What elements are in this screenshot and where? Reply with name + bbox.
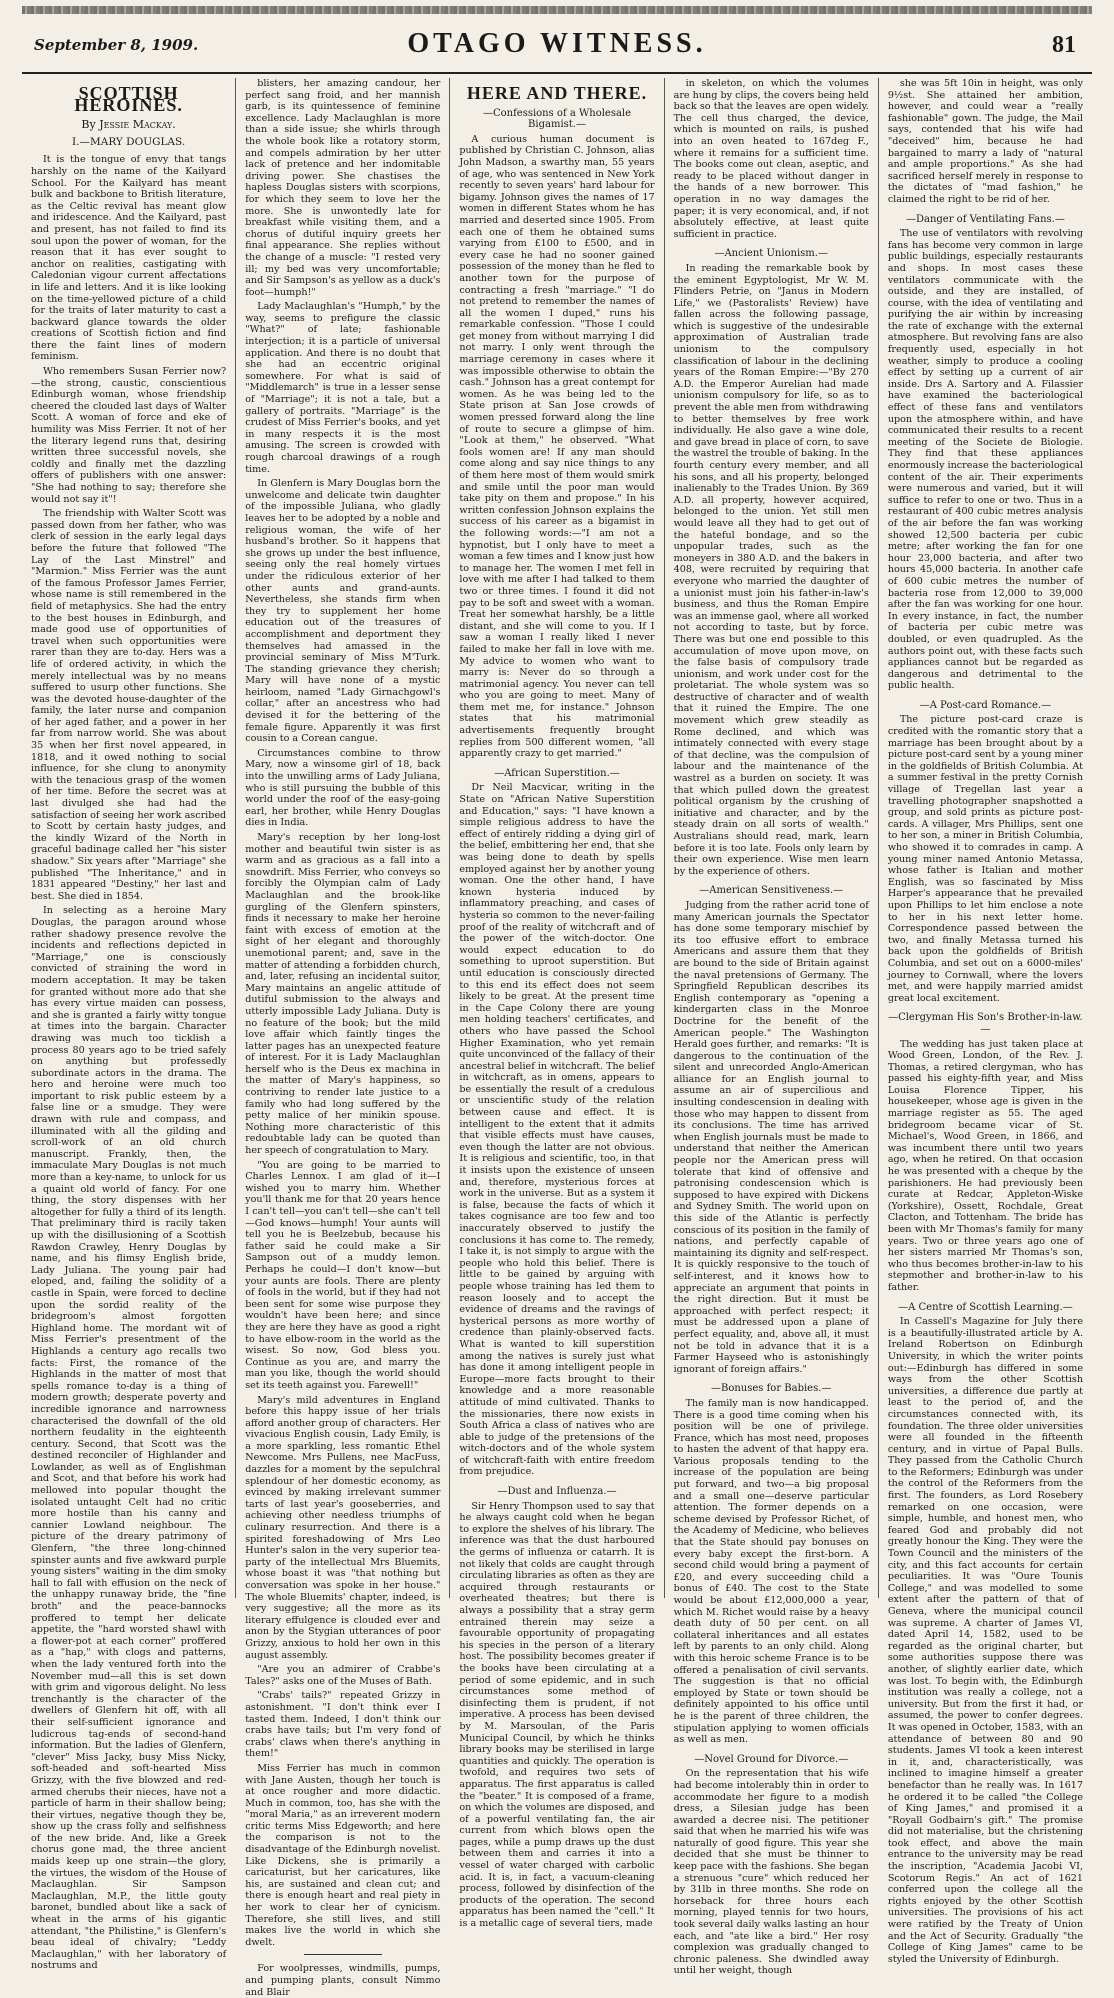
paragraph: "You are going to be married to Charles Lennox. I am glad of it—I wished you to marry him. Whether you'll thank me for that 20 years hence I can't tell—you can't tell—she can't tell—God knows—humph! Your aunts will tell you he is Beelzebub, because his father said he could make a Sir Sampson out of a muddy lemon. Perhaps he could—I don't know—but your aunts are fools. There are plenty of fools in the world, but if they had not been sent for some wise purpose they wouldn't have been here; and since they are here they have as good a right to have elbow-room in the world as the wisest. So now, God bless you. Continue as you are, and marry the man you like, though the world should set its teeth against you. Farewell!" — [245, 1159, 441, 1391]
paragraph: In Glenfern is Mary Douglas born the unwelcome and delicate twin daughter of the impossible Juliana, who gladly leaves her to be adopted by a noble and religious woman, the wife of her husband's brother. So it happens that she grows up under the best influence, seeing only the real homely virtues under the ridiculous exterior of her other aunts and grand-aunts. Nevertheless, she stands firm when they try to supplement her home education out of the treasures of accomplishment and deportment they themselves had amassed in the provincial seminary of Miss M'Turk. The standing grievance they cherish; Mary will have none of a mystic heirloom, named "Lady Girnachgowl's collar," after an ancestress who had devised it for the bettering of the female figure. Apparently it was first cousin to a Corean cangue. — [245, 478, 441, 745]
news-item-heading: — Ancient Unionism. — — [674, 248, 869, 260]
news-item — [888, 1012, 1083, 1293]
news-item — [674, 1754, 869, 1977]
news-item-heading: — A Post-card Romance. — — [888, 700, 1083, 712]
news-item — [674, 885, 869, 1375]
newspaper-title: OTAGO WITNESS. — [407, 28, 707, 59]
advert-line: For woolpresses, windmills, pumps, and pumping plants, consult Nimmo and Blair — [245, 1963, 441, 1998]
continued-paragraph: in skeleton, on which the volumes are hung by clips, the covers being held back so that the leaves are open widely. The cell thus charged, the device, which is mounted on rails, is pushed into an oven heated to 167deg F., where it remains for a sufficient time. The books come out clean, aseptic, and ready to be placed without danger in the hands of a new borrower. This operation in no way damages the paper; it is very economical, and, if not absolutely effective, at least quite sufficient in practice. — [673, 78, 869, 240]
paragraph: On the representation that his wife had become intolerably thin in order to accommodate her figure to a modish dress, a Silesian judge has been awarded a decree nisi. The petitioner said that when he married his wife was naturally of good figure. This year she decided that she must be thinner to keep pace with the fashions. She began a strenuous "cure" which reduced her by 31lb in three months. She rode on horseback for three hours each morning, played tennis for two hours, took several daily walks lasting an hour each, and "ate like a bird." Her rosy complexion was gradually changed to chronic paleness. She dwindled away until her weight, though — [673, 1768, 869, 1977]
article-title-here-and-there: HERE AND THERE. — [466, 83, 648, 103]
issue-date: September 8, 1909. — [34, 36, 199, 54]
news-item-heading: — Dust and Influenza. — — [459, 1486, 654, 1498]
paragraph: Mary's reception by her long-lost mother and beautiful twin sister is as warm and as gracious as a fall into a snowdrift. Miss Ferrier, who conveys so forcibly the Olympian calm of Lady Maclaughlan and the brook-like gurgling of the Glenfern spinsters, finds it necessary to make her heroine faint with excess of emotion at the sight of her elegant and thoroughly unemotional parent; and, save in the matter of attending a forbidden church, and, later, refusing an incidental suitor, Mary maintains an angelic attitude of dutiful submission to the always and utterly impossible Lady Juliana. Duty is no feature of the book; but the mild love affair which faintly tinges the latter pages has an unexpected feature of interest. For it is Lady Maclaughlan herself who is the Deus ex machina in the matter of Mary's happiness, so contriving to render late justice to a family who had long suffered by the petty malice of her minikin spouse. Nothing more characteristic of this redoubtable lady can be quoted than her speech of congratulation to Mary. — [245, 832, 441, 1157]
continued-paragraph: she was 5ft 10in in height, was only 9½st. She attained her ambition, however, and could wear a "really fashionable" gown. The judge, the Mail says, contended that his wife had "deceived" him, because he had bargained to marry a lady of "natural and ample proportions." As she had sacrificed herself merely in response to the dictates of "mad fashion," he claimed the right to be rid of her. — [887, 78, 1084, 205]
news-item — [888, 700, 1083, 1004]
paragraph: In selecting as a heroine Mary Douglas, the paragon around whose rather shadowy presence revolve the incidents and reflections depicted in "Marriage," one is consciously convicted of straining the word in modern acceptation. It may be taken for granted without more ado that she has every virtue maiden can possess, and she is granted a fairly witty tongue at times into the bargain. Character drawing was much too ticklish a process 80 years ago to be tried safely on anything but professedly subordinate actors in the drama. The hero and heroine were much too important to risk public esteem by a false line or a smudge. They were drawn with rule and compass, and illuminated with all the gilding and scroll-work of an old church manuscript. Frankly, then, the immaculate Mary Douglas is not much more than a key-name, to unlock for us a quaint old world of fancy. For one thing, the story dispenses with her altogether for fully a third of its length. That preliminary third is racily taken up with the disillusioning of a Scottish Rawdon Crawley, Henry Douglas by name, and his flimsy English bride, Lady Juliana. The young pair had eloped, and, failing the solidity of a castle in Spain, were forced to decline upon the sordid reality of the bridegroom's almost forgotten Highland home. The mordant wit of Miss Ferrier's presentment of the Highlands a century ago recalls two facts: First, the romance of the Highlands in the matter of most that spells romance to-day is a thing of modern growth; desperate poverty and incredible ignorance and narrowness characterised the downfall of the old northern feudality in the eighteenth century. Second, that Scott was the destined reconciler of Highlander and Lowlander, as well as of Englishman and Scot, and that before his work had mellowed into popular thought the isolated untaught Celt had no critic more hostile than his canny and cannier Lowland neighbour. The picture of the dreary patrimony of Glenfern, "the three long-chinned spinster aunts and five awkward purple young sisters" waiting in the dim smoky hall to fall with effusion on the neck of the unhappy runaway bride, the "fine broth" and the peace-bannocks proffered to tempt her delicate appetite, the "hard worsted shawl with a flower-pot at each corner" proffered as a "hap," with clogs and patterns, when the lady ventured forth into the November mud—all this is set down with grim and vigorous delight. No less trenchantly is the character of the dwellers of Glenfern hit off, with all their self-sufficient ignorance and ludicrous tag-ends of second-hand information. But the ladies of Glenfern, "clever" Miss Jacky, busy Miss Nicky, soft-headed and soft-hearted Miss Grizzy, with the five blowzed and red-armed cherubs their nieces, have not a particle of harm in their shallow being; their virtues, negative though they be, show up the crass folly and selfishness of the new bride. And, like a Greek chorus gone mad, the three ancient maids keep up one strain—the glory, the virtues, the wisdom of the House of Maclaughlan. Sir Sampson Maclaughlan, M.P., the little gouty baronet, bundled about like a sack of wheat in the arms of his gigantic attendant, "the Philistine," is Glenfern's beau ideal of chivalry; "Leddy Maclaughlan," with her laboratory of nostrums and — [31, 905, 227, 1972]
paragraph: In Cassell's Magazine for July there is a beautifully-illustrated article by A. Ireland Robertson on Edinburgh University, in which the writer points out:—Edinburgh has differed in some ways from the other Scottish universities, a difference due partly at least to the period of, and the circumstances connected with, its foundation. The three older universities were all founded in the fifteenth century, and in virtue of Papal Bulls. They passed from the Catholic Church to the Reformers; Edinburgh was under the control of the Reformers from the first. The founders, as Lord Rosebery remarked on one occasion, were simple, humble, and honest men, who feared God and probably did not greatly honour the King. They were the Town Council and the ministers of the city, and this fact accounts for certain peculiarities. It was "Oure Tounis College," and was modelled to some extent after the pattern of that of Geneva, where the municipal council was supreme. A charter of James VI, dated April 14, 1582, used to be regarded as the original charter, but some authorities suppose there was another, of slightly earlier date, which was lost. To begin with, the Edinburgh institution was really a college, not a university. But from the first it had, or assumed, the power to confer degrees. It was opened in October, 1583, with an attendance of between 80 and 90 students. James VI took a keen interest in it, and, characteristically, was inclined to imagine himself a greater benefactor than he really was. In 1617 he ordered it to be called "the College of King James," and promised it a "Royall Godbairn's gift." The promise did not materialise, but the christening took effect, and above the main entrance to the university may be read the inscription, "Academia Jacobi VI, Scotorum Regis." An act of 1621 conferred upon the college all the rights enjoyed by the other Scottish universities. The provisions of his act were ratified by the Treaty of Union and the Act of Security. Gradually "the College of King James" came to be styled the University of Edinburgh. — [887, 1316, 1084, 1965]
paragraph: Lady Maclaughlan's "Humph," by the way, seems to prefigure the classic "What?" of late; fashionable interjection; it is a particle of universal application. And there is no doubt that she had an eccentric original somewhere. For what is said of "Middlemarch" is true in a lesser sense of "Marriage"; it is not a tale, but a gallery of portraits. "Marriage" is the crudest of Miss Ferrier's books, and yet in many respects it is the most amusing. The screen is crowded with rough charcoal drawings of a rough time. — [245, 301, 441, 475]
news-item — [459, 768, 654, 1478]
paragraph: Judging from the rather acrid tone of many American journals the Spectator has done some temporary mischief by its too effusive effort to embrace Americans and assure them that they are bound to the side of Britain against the naval pretensions of Germany. The Springfield Republican describes its English contemporary as "opening a kindergarten class in the Monroe Doctrine for the benefit of the American people." The Washington Herald goes further, and remarks: "It is dangerous to the continuation of the silent and unrecorded Anglo-American alliance for an English journal to assume an air of supercilious and insulting condescension in dealing with those who may happen to dissent from its conclusions. The time has arrived when English journals must be made to understand that neither the American people nor the American press will tolerate that kind of offensive and patronising condescension which is supposed to have expired with Dickens and Sydney Smith. The world upon on this side of the Atlantic is perfectly conscious of its position in the family of nations, and perfectly capable of maintaining its dignity and self-respect. It is quickly responsive to the touch of self-interest, and it knows how to appreciate an argument that points in the right direction. But it must be approached with perfect respect; it must be addressed upon a plane of perfect equality, and, above all, it must not be told in advance that it is a Farmer Hayseed who is astonishingly ignorant of foreign affairs." — [673, 899, 869, 1375]
author-name: Jessie Mackay. — [99, 118, 176, 132]
paragraph: Sir Henry Thompson used to say that he always caught cold when he began to explore the shelves of his library. The inference was that the dust harboured the germs of influenza or catarrh. It is not likely that colds are caught through circulating libraries as often as they are acquired through restaurants or overheated theatres; but there is always a possibility that a stray germ entrained therein may seize a favourable opportunity of propagating his species in the person of a literary host. The possibility becomes greater if the books have been circulating at a period of some epidemic, and in such circumstances some method of disinfecting them is prudent, if not imperative. A process has been devised by M. Marsoulan, of the Paris Municipal Council, by which he thinks library books may be sterilised in large quantities and quickly. The operation is twofold, and requires two sets of apparatus. The first apparatus is called the "beater." It is composed of a frame, on which the volumes are disposed, and of a powerful ventilating fan, the air current from which blows open the pages, while a pump draws up the dust between them and carries it into a vessel of water charged with carbolic acid. It is, in fact, a vacuum-cleaning process, followed by disinfection of the products of the operation. The second apparatus has been named the "cell." It is a metallic cage of several tiers, made — [459, 1500, 655, 1930]
columns — [22, 78, 1092, 1998]
column-4 — [665, 78, 879, 1977]
article-sections — [674, 248, 869, 1977]
paragraph: A curious human document is published by Christian C. Johnson, alias John Madson, a swarthy man, 55 years of age, who was sentenced in New York recently to seven years' hard labour for bigamy. Johnson gives the names of 17 women in different States whom he has married and deserted since 1905. From each one of them he obtained sums varying from £100 to £500, and in every case he had no sooner gained possession of the money than he fled to another town for the purpose of contracting a fresh "marriage." "I do not pretend to remember the names of all the women I duped," runs his remarkable confession. "Those I could get money from without marrying I did not marry. I only went through the marriage ceremony in cases where it was impossible otherwise to obtain the cash." Johnson has a great contempt for women. As he was being led to the State prison at San Jose crowds of women pressed forward along the line of route to secure a glimpse of him. "Look at them," he observed. "What fools women are! If any man should come along and say nice things to any of them here most of them would smirk and smile until the poor man would take pity on them and propose." In his written confession Johnson explains the success of his career as a bigamist in the following words:—"I am not a hypnotist, but I only have to meet a woman a few times and I know just how to manage her. The women I met fell in love with me after I had talked to them two or three times. I found it did not pay to be soft and sweet with a woman. Treat her somewhat harshly, be a little distant, and she will come to you. If I saw a woman I really liked I never failed to make her fall in love with me. My advice to women who want to marry is: Never do so through a matrimonial agency. You never can tell who you are going to meet. Many of them met me, for instance." Johnson states that his matrimonial advertisements frequently brought replies from 500 different women, "all apparently crazy to get married." — [459, 133, 655, 760]
masthead — [22, 14, 1092, 74]
article-sections — [459, 108, 654, 1930]
byline: By Jessie Mackay. — [81, 118, 176, 132]
divider — [304, 1954, 382, 1955]
article-subtitle: I.—MARY DOUGLAS. — [72, 135, 186, 148]
column-1 — [22, 78, 236, 1972]
article-title-scottish-heroines: SCOTTISH HEROINES. — [74, 83, 183, 115]
page-number: 81 — [1052, 32, 1076, 58]
news-item — [459, 1486, 654, 1930]
paragraph: The picture post-card craze is credited with the romantic story that a marriage has been brought about by a picture post-card sent by a young miner in the goldfields of British Columbia. At a summer festival in the pretty Cornish village of Tregellan last year a travelling photographer snapshotted a group, and sold prints as picture post-cards. A villager, Mrs Phillips, sent one to her son, a miner in British Columbia, who showed it to comrades in camp. A young miner named Antonio Metassa, whose father is Italian and mother English, was so fascinated by Miss Harper's appearance that he prevailed upon Phillips to let him enclose a note to her in his next letter home. Correspondence passed between the two, and finally Metassa turned his back upon the goldfields of British Columbia, and set out on a 6000-miles' journey to Cornwall, where the lovers met, and were happily married amidst great local excitement. — [887, 714, 1084, 1004]
newspaper-page — [0, 6, 1114, 1998]
paragraph: In reading the remarkable book by the eminent Egyptologist, Mr W. M. Flinders Petrie, on "Janus in Modern Life," we (Pastoralists' Review) have fallen across the following passage, which is suggestive of the undesirable approximation of Australian trade unionism to the compulsory classification of labour in the declining years of the Roman Empire:—"By 270 A.D. the Emperor Aurelian had made unionism compulsory for life, so as to prevent the able men from withdrawing to better themselves by free work individually. He also gave a wine dole, and gave bread in place of corn, to save the wastrel the trouble of baking. In the fourth century every member, and all his sons, and all his property, belonged inalienably to the Trades Union. By 369 A.D. all property, however acquired, belonged to the union. Yet still men would leave all they had to get out of the hateful bondage, and so the unpopular trades, such as the moneyers in 380 A.D. and the bakers in 408, were recruited by requiring that everyone who married the daughter of a unionist must join his father-in-law's business, and thus the Roman Empire was an immense gaol, where all worked not according to taste, but by force. There was but one end possible to this accumulation of move upon move, on the false basis of compulsory trade unionism, and work under cost for the proletariat. The whole system was so destructive of character and of wealth that it ruined the Empire. The one movement which grew steadily as Rome declined, and which was intimately connected with every stage of that decline, was the compulsion of labour and the maintenance of the wastrel as a burden on society. It was that which pulled down the greatest political organism by the crushing of initiative and character, and by the steady drain on all sorts of wealth." Australians should read, mark, learn before it is too late. Fools only learn by their own experience. Wise men learn by the experience of others. — [673, 262, 869, 877]
news-item — [459, 108, 654, 760]
paragraph: It is the tongue of envy that tangs harshly on the name of the Kailyard School. For the Kailyard has meant bulk and backbone to British literature, as the Celtic revival has meant glow and iridescence. And the Kailyard, past and present, has not failed to find its soul upon the power of woman, for the reason that it has ever sought to anchor on realities, castigating with Caledonian vigour current affectations in life and letters. And it is like looking on the time-yellowed picture of a child for the traits of later maturity to cast a backward glance towards the older creations of Scottish fiction and find there the faint lines of modern feminism. — [31, 154, 227, 363]
article-sections — [888, 214, 1083, 1966]
news-item-heading: — Clergyman His Son's Brother-in-law. — — [888, 1012, 1083, 1035]
paragraph: Miss Ferrier has much in common with Jane Austen, though her touch is at once rougher and more didactic. Much in common, too, has she with the "moral Maria," as an irreverent modern critic terms Miss Edgeworth; and here the comparison is not to the disadvantage of the Edinburgh novelist. Like Dickens, she is primarily a caricaturist, but her caricatures, like his, are sustained and clean cut; and there is enough heart and real piety in her work to clear her of cynicism. Therefore, she still lives, and still makes live the world in which she dwelt. — [245, 1762, 441, 1948]
paragraph: Who remembers Susan Ferrier now?—the strong, caustic, conscientious Edinburgh woman, whose friendship cheered the clouded last days of Walter Scott. A woman of force and eke of humility was Miss Ferrier. It not of her the literary legend runs that, desiring written three successful novels, she coldly and finally met the dazzling offers of publishers with one answer: "She had nothing to say; therefore she would not say it"! — [31, 366, 227, 505]
news-item-heading: — Confessions of a Wholesale Bigamist. — — [459, 108, 654, 131]
column-2 — [236, 78, 450, 1998]
column-5 — [879, 78, 1092, 1965]
news-item — [888, 1302, 1083, 1966]
news-item-heading: — Bonuses for Babies. — — [674, 1383, 869, 1395]
paragraph: blisters, her amazing candour, her perfect sang froid, and her mannish garb, is its quintessence of feminine excellence. Lady Maclaughlan is more than a side issue; she whirls through the whole book like a rotatory storm, and compels admiration by her utter lack of pretence and her indomitable driving power. She chastises the hapless Douglas sisters with scorpions, for which they seem to love her the more. She is unwontedly late for breakfast while visiting them, and a chorus of dutiful inquiry greets her final appearance. She replies without the change of a muscle: "I rested very ill; my bed was very uncomfortable; and Sir Sampson's as yellow as a duck's foot—humph!" — [245, 78, 441, 298]
paragraph: The use of ventilators with revolving fans has become very common in large public buildings, especially restaurants and shops. In most cases these ventilators communicate with the outside, and they are installed, of course, with the idea of ventilating and purifying the air within by increasing the rate of exchange with the external atmosphere. But revolving fans are also frequently used, especially in hot weather, simply to produce a cooling effect by setting up a current of air inside. Drs A. Sartory and A. Filassier have examined the bacteriological effect of these fans and ventilators upon the atmosphere within, and have communicated their results to a recent meeting of the Societe de Biologie. They find that these appliances enormously increase the bacteriological content of the air. Their experiments were numerous and varied, but it will suffice to refer to one or two. Thus in a restaurant of 400 cubic metres analysis of the air before the fan was working showed 12,500 bacteria per cubic metre; after working the fan for one hour 23,000 bacteria, and after two hours 45,000 bacteria. In another cafe of 600 cubic metres the number of bacteria rose from 12,000 to 39,000 after the fan was working for one hour. In every instance, in fact, the number of bacteria per cubic metre was doubled, or even quadrupled. As the authors point out, with these facts such appliances cannot but be regarded as dangerous and detrimental to the public health. — [887, 228, 1084, 692]
article-body — [31, 154, 226, 1972]
paragraph: "Are you an admirer of Crabbe's Tales?" asks one of the Muses of Bath. — [245, 1664, 441, 1687]
paragraph: "Crabs' tails?" repeated Grizzy in astonishment. "I don't think ever I tasted them. Indeed, I don't think our crabs have tails; but I'm very fond of crabs' claws when there's anything in them!" — [245, 1690, 441, 1760]
news-item — [888, 214, 1083, 692]
news-item-heading: — Novel Ground for Divorce. — — [674, 1754, 869, 1766]
paragraph: The family man is now handicapped. There is a good time coming when his position will be one of privilege. France, which has most need, proposes to hasten the advent of that happy era. Various proposals tending to the increase of the population are being put forward, and two—a big proposal and a small one—deserve particular attention. The former depends on a scheme devised by Professor Richet, of the Academy of Medicine, who believes that the State should pay bonuses on every baby except the first-born. A second child would bring a payment of £20, and every succeeding child a bonus of £40. The cost to the State would be about £12,000,000 a year, which M. Richet would raise by a heavy death duty of 50 per cent. on all collateral inheritances and all estates left by parents to an only child. Along with this heroic scheme France is to be offered a penalisation of civil servants. The suggestion is that no official employed by State or town should be definitely appointed to his office until he is the parent of three children, the stipulation applying to women officials as well as men. — [673, 1397, 869, 1746]
column-3 — [450, 78, 664, 1930]
news-item-heading: — American Sensitiveness. — — [674, 885, 869, 897]
news-item — [674, 248, 869, 877]
paragraph: The wedding has just taken place at Wood Green, London, of the Rev. J. Thomas, a retired clergyman, who has passed his eighty-fifth year, and Miss Louisa Florence Tipper, his housekeeper, whose age is given in the marriage register as 55. The aged bridegroom became vicar of St. Michael's, Wood Green, in 1866, and was incumbent there until two years ago, when he retired. On that occasion he was presented with a cheque by the parishioners. He had previously been curate at Redcar, Appleton-Wiske (Yorkshire), Ossett, Rochdale, Great Clacton, and Tottenham. The bride has been with Mr Thomas's family for many years. Two or three years ago one of her sisters married Mr Thomas's son, who thus becomes brother-in-law to his stepmother and brother-in-law to his father. — [887, 1038, 1084, 1293]
paragraph: The friendship with Walter Scott was passed down from her father, who was clerk of session in the early legal days before the future that followed "The Lay of the Last Minstrel" and "Marmion." Miss Ferrier was the aunt of the famous Professor James Ferrier, whose name is still remembered in the field of metaphysics. She had the entry to the best houses in Edinburgh, and made good use of opportunities of travel when such opportunities were rarer than they are to-day. Hers was a life of ordered activity, in which the merely intellectual was by no means suffered to usurp other functions. She was the devoted house-daughter of the family, the later nurse and companion of her aged father, and a power in her far from narrow world. She was about 35 when her first novel appeared, in 1818, and it owed nothing to social influence, for she clung to anonymity with the tenacious grasp of the women of her time. Before the secret was at last divulged she had had the satisfaction of seeing her work ascribed to Scott by certain hasty judges, and the kindly Wizard of the North in graceful badinage called her "his sister shadow." Six years after "Marriage" she published "The Inheritance," and in 1831 appeared "Destiny," her last and best. She died in 1854. — [31, 508, 227, 902]
paragraph: Mary's mild adventures in England before this happy issue of her trials afford another group of characters. Her vivacious English cousin, Lady Emily, is a more sparkling, less romantic Ethel Newcome. Mrs Pullens, nee MacFuss, dazzles for a moment by the sepulchral splendour of her domestic economy, as evinced by making irrelevant summer tarts of last year's gooseberries, and achieving other needless triumphs of culinary resurrection. And there is a spirited foreshadowing of Mrs Leo Hunter's salon in the very superior tea-party of the intellectual Mrs Bluemits, whose boast it was "that nothing but conversation was spoke in her house." The whole Bluemits' chapter, indeed, is very suggestive; all the more as its literary effulgence is clouded ever and anon by the Stygian utterances of poor Grizzy, anxious to hold her own in this august assembly. — [245, 1394, 441, 1661]
news-item-heading: — A Centre of Scottish Learning. — — [888, 1302, 1083, 1314]
news-item-heading: — Danger of Ventilating Fans. — — [888, 214, 1083, 226]
article-body-continued — [245, 78, 440, 1948]
paragraph: Circumstances combine to throw Mary, now a winsome girl of 18, back into the unwilling arms of Lady Juliana, who is still pursuing the bubble of this world under the roof of the easy-going earl, her brother, while Henry Douglas dies in India. — [245, 747, 441, 829]
news-item — [674, 1383, 869, 1745]
news-item-heading: — African Superstition. — — [459, 768, 654, 780]
paragraph: Dr Neil Macvicar, writing in the State on "African Native Superstition and Education," says: "I have known a simple religious address to have the effect of entirely ridding a dying girl of the belief, embittering her end, that she was being done to death by spells employed against her by another young woman. One the other hand, I have known hysteria induced by inflammatory preaching, and cases of hysteria so common to the never-failing proof of the reality of witchcraft and of the power of the witch-doctor. One would expect education to do something to uproot superstition. But until education is consciously directed to this end its effect does not seem likely to be great. At the present time in the Cape Colony there are young men holding teachers' certificates, and others who have passed the School Higher Examination, who yet remain quite unconvinced of the fallacy of their ancestral belief in witchcraft. The belief in witchcraft, as in omens, appears to be essentially the result of a credulous or unscientific study of the relation between cause and effect. It is intelligent to the extent that it admits that visible effects must have causes, even though the latter are not obvious. It is religious and scientific, too, in that it insists upon the existence of unseen and, therefore, mysterious forces at work in the universe. But as a system it is false, because the facts of which it takes cognisance are too few and too inaccurately observed to justify the conclusions it has come to. The remedy, I take it, is not simply to argue with the people who hold this belief. There is little to be gained by arguing with people whose training has led them to reason loosely and to accept the evidence of dreams and the ravings of hysterical persons as more worthy of credence than plainly-observed facts. What is wanted to kill superstition among the natives is surely just what has done it among intelligent people in Europe—more facts brought to their knowledge and a more reasonable attitude of mind cultivated. Thanks to the missionaries, there now exists in South Africa a class of natives who are able to judge of the pretensions of the witch-doctors and of the whole system of witchcraft-faith with entire freedom from prejudice. — [459, 782, 655, 1478]
top-border — [22, 6, 1092, 14]
